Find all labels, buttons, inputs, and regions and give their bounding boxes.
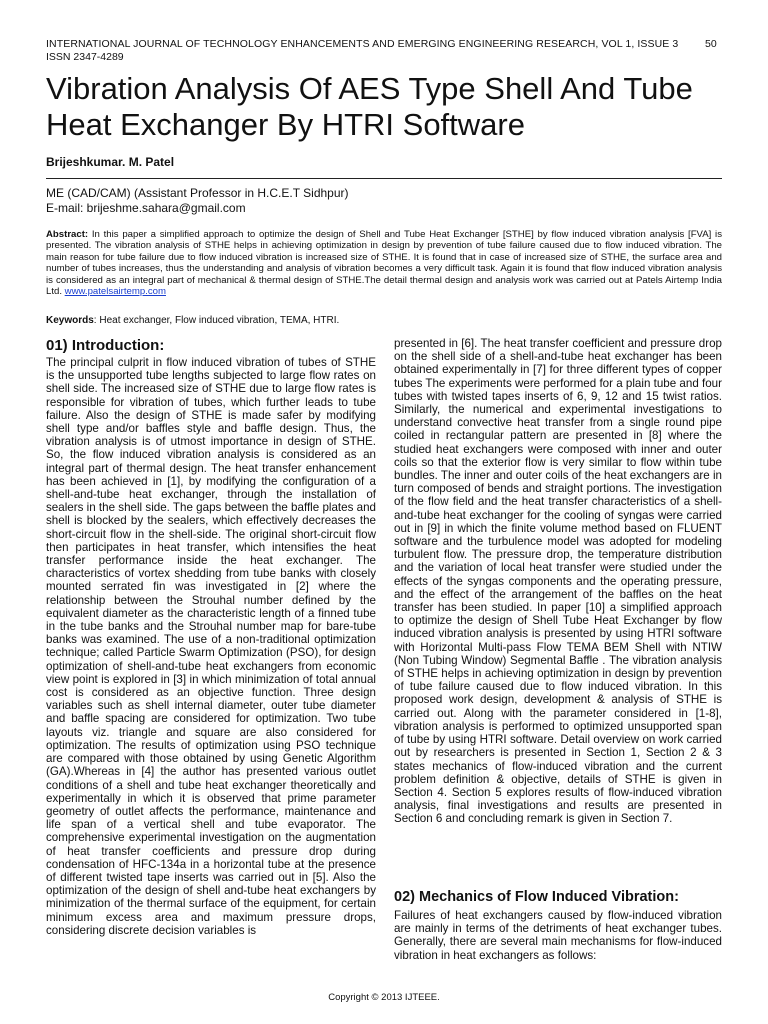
copyright-footer: Copyright © 2013 IJTEEE. [328, 992, 440, 1003]
email: E-mail: brijeshme.sahara@gmail.com [46, 201, 246, 215]
keywords-label: Keywords [46, 315, 94, 326]
company-link[interactable]: www.patelsairtemp.com [64, 286, 166, 298]
right-column [394, 337, 722, 826]
section-heading-mechanics: 02) Mechanics of Flow Induced Vibration: [394, 889, 679, 905]
mechanics-text: Failures of heat exchangers caused by flow-induced vibration are mainly in terms of the detriments of heat exchanger tubes. Generally, there are several main mechanisms for flow-induced vibration in heat exchangers as follows: [394, 909, 722, 962]
left-column [46, 337, 376, 937]
author-info [46, 186, 349, 216]
author-name: Brijeshkumar. M. Patel [46, 155, 175, 169]
keywords [46, 315, 339, 326]
paper-title: Vibration Analysis Of AES Type Shell And Tube Heat Exchanger By HTRI Software [46, 71, 693, 142]
section-heading-introduction: 01) Introduction: [46, 337, 165, 354]
page-number: 50 [705, 38, 717, 50]
abstract-label: Abstract: [46, 229, 89, 240]
abstract [46, 229, 722, 297]
introduction-text-left: The principal culprit in flow induced vibration of tubes of STHE is the unsupported tube lengths subjected to large flow rates on shell side. The increased size of STHE due to large flow rates is responsible for vibration of tubes, which further leads to tube failure. Also the design of STHE is made safer by modifying shell type and/or baffles style and baffle design. Thus, the vibration analysis is of utmost importance in design of STHE. So, the flow induced vibration analysis is considered as an integral part of thermal design. The heat transfer enhancement has been achieved in [1], by modifying the configuration of a shell-and-tube heat exchanger, through the installation of sealers in the shell side. The gaps between the baffle plates and shell is blocked by the sealers, which effectively decreases the short-circuit flow in the shell-side. The original short-circuit flow then participates in heat transfer, which intensifies the heat transfer performance inside the heat exchanger. The characteristics of vortex shedding from tube banks with closely mounted serrated fin was investigated in [2] where the relationship between the Strouhal number defined by the equivalent diameter as the characteristic length of a finned tube in the tube banks and the Strouhal number map for bare-tube banks was examined. The use of a non-traditional optimization technique; called Particle Swarm Optimization (PSO), for design optimization of shell-and-tube heat exchangers from economic view point is explored in [3] in which minimization of total annual cost is considered as an objective function. Three design variables such as shell internal diameter, outer tube diameter and baffle spacing are considered for optimization. Two tube layouts viz. triangle and square are also considered for optimization. The results of optimization using PSO technique are compared with those obtained by using Genetic Algorithm (GA).Whereas in [4] the author has presented various outlet conditions of a shell and tube heat exchanger theoretically and experimentally in which it is observed that prime parameter geometry of outlet affects the performance, maintenance and life span of a vertical shell and tube evaporator. The comprehensive experimental investigation on the augmentation of heat transfer coefficients and pressure drop during condensation of HFC-134a in a horizontal tube at the presence of different twisted tape inserts was carried out in [5]. Also the optimization of the design of shell and-tube heat exchangers by minimization of the thermal surface of the equipment, for certain minimum excess area and maximum pressure drops, considering discrete decision variables is [46, 356, 376, 937]
keywords-text: : Heat exchanger, Flow induced vibration, TEMA, HTRI. [93, 315, 340, 326]
journal-header: INTERNATIONAL JOURNAL OF TECHNOLOGY ENHANCEMENTS AND EMERGING ENGINEERING RESEARCH, VOL 1, ISSUE 3 [46, 38, 679, 50]
affiliation: ME (CAD/CAM) (Assistant Professor in H.C.E.T Sidhpur) [46, 186, 349, 200]
divider [46, 178, 722, 179]
issn: ISSN 2347-4289 [46, 51, 124, 63]
abstract-text: In this paper a simplified approach to optimize the design of Shell and Tube Heat Exchanger [STHE] by flow induced vibration analysis [FVA] is presented. The vibration analysis of STHE helps in achieving optimization in design by prevention of tube failure caused due to flow induced vibration. The main reason for tube failure due to flow induced vibration is increased size of STHE. It is found that in case of increased size of STHE, the surface area and number of tubes increases, thus the understanding and analysis of vibration becomes a very difficult task. Again it is found that flow induced vibration analysis is considered as an integral part of mechanical & thermal design of STHE.The detail thermal design and analysis work was carried out at Patels Airtemp India Ltd. [46, 229, 722, 298]
introduction-text-right: presented in [6]. The heat transfer coefficient and pressure drop on the shell side of a shell-and-tube heat exchanger has been obtained experimentally in [7] for three different types of copper tubes The experiments were performed for a plain tube and four tubes with twisted tapes inserts of 6, 9, 12 and 15 twist ratios. Similarly, the numerical and experimental investigations to understand convective heat transfer from a single round pipe coiled in rectangular pattern are presented in [8] where the studied heat exchangers were composed with inner and outer coils so that the exterior flow is very similar to flow within tube bundles. The inner and outer coils of the heat exchangers are in turn composed of bends and straight portions. The investigation of the flow field and the heat transfer characteristics of a shell-and-tube heat exchanger for the cooling of syngas were carried out in [9] in which the finite volume method based on FLUENT software and the turbulence model was adopted for modeling turbulent flow. The pressure drop, the temperature distribution and the variation of local heat transfer were studied under the effects of the syngas components and the operating pressure, and the effect of the arrangement of the baffles on the heat transfer has been studied. In paper [10] a simplified approach to optimize the design of Shell Tube Heat Exchanger by flow induced vibration analysis is presented by using HTRI software with Horizontal Multi-pass Flow TEMA BEM Shell with NTIW (Non Tubing Window) Segmental Baffle . The vibration analysis of STHE helps in achieving optimization in design by prevention of tube failure caused due to flow induced vibration. In this proposed work design, development & analysis of STHE is carried out. Along with the parameter considered in [1-8], vibration analysis is performed to optimized unsupported span of tube by using HTRI software. Detail overview on work carried out by researchers is presented in Section 1, Section 2 & 3 states mechanics of flow-induced vibration and the current problem definition & objective, details of STHE is given in Section 4. Section 5 explores results of flow-induced vibration analysis, final investigations and results are presented in Section 6 and concluding remark is given in Section 7. [394, 337, 722, 826]
